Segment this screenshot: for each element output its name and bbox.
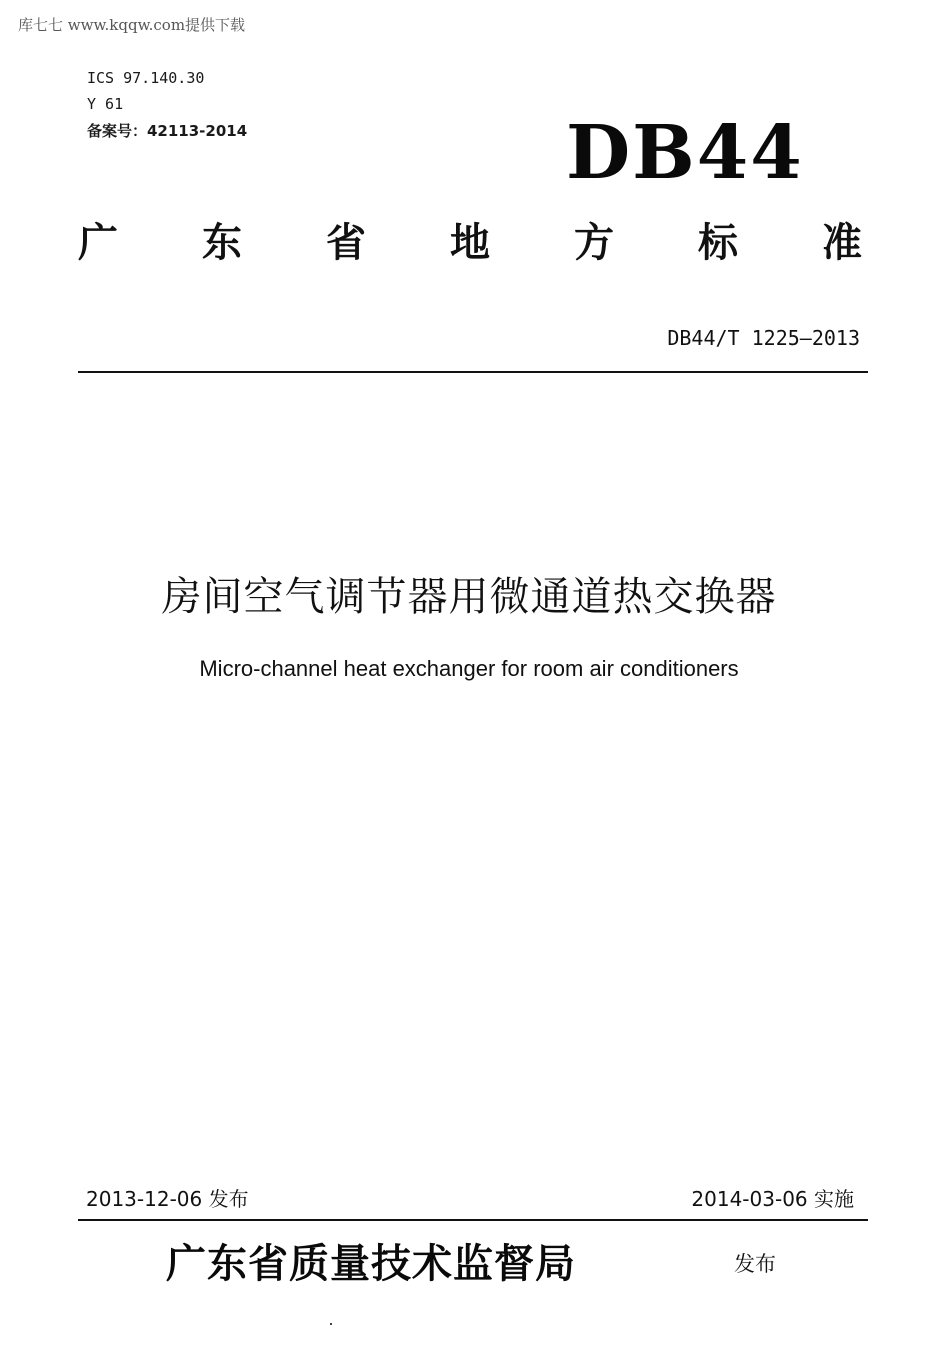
heading-char: 准: [822, 219, 862, 266]
release-date: 2013-12-06 发布: [86, 1187, 249, 1211]
issuing-authority: 广东省质量技术监督局: [166, 1240, 576, 1287]
document-title-zh: 房间空气调节器用微通道热交换器: [161, 574, 777, 620]
standard-number: DB44/T 1225—2013: [667, 326, 860, 350]
standard-type-heading: [78, 218, 862, 268]
ics-code: ICS 97.140.30: [87, 69, 205, 87]
heading-char: 省: [326, 219, 366, 266]
heading-char: 广: [78, 219, 118, 266]
heading-char: 标: [698, 219, 738, 266]
watermark-text: 库七七 www.kqqw.com提供下载: [18, 16, 246, 34]
standard-logo: DB44: [566, 110, 804, 196]
heading-char: 东: [202, 219, 242, 266]
classification-code: Y 61: [87, 95, 124, 113]
heading-char: 地: [450, 219, 490, 266]
scan-speck: [330, 1323, 332, 1325]
record-number: 备案号：42113-2014: [87, 122, 248, 140]
issuer-suffix: 发布: [734, 1252, 776, 1276]
document-title-en: Micro-channel heat exchanger for room air conditioners: [199, 656, 739, 681]
heading-char: 方: [574, 219, 614, 266]
bottom-divider: [78, 1219, 868, 1221]
top-divider: [78, 371, 868, 373]
effective-date: 2014-03-06 实施: [691, 1187, 854, 1211]
